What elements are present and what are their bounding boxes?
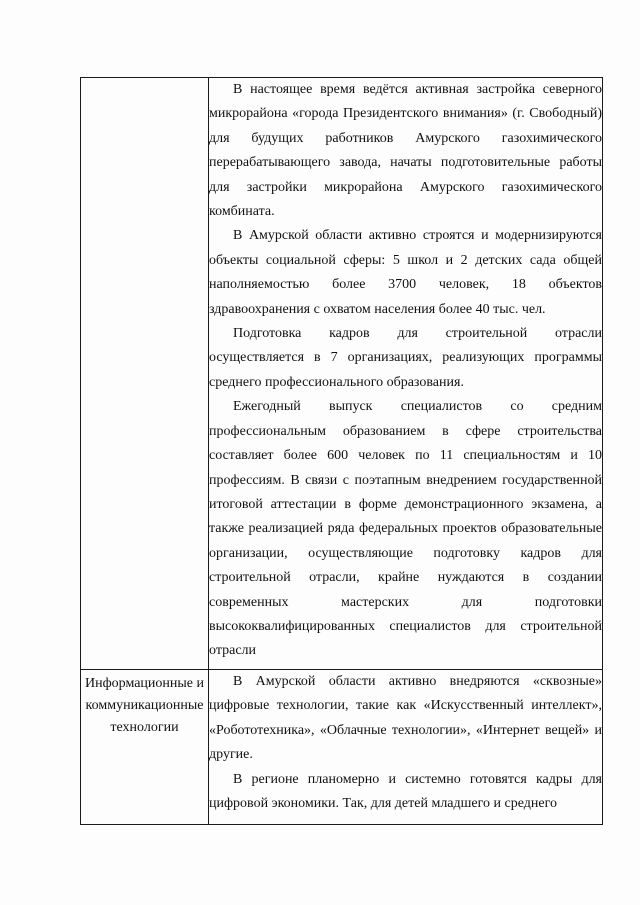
paragraph: Ежегодный выпуск специалистов со средним профессиональным образованием в сфере строительства составляет более 600 человек по 11 специальностям и 10 профессиям. В связи с поэтапным внедрением государственной итоговой аттестации в форме демонстрационного экзамена, а также реализацией ряда федеральных проектов образовательные организации, осуществляющие подготовку кадров для строительной отрасли, крайне нуждаются в создании современных мастерских для подготовки высококвалифицированных специалистов для строительной отрасли: [209, 399, 602, 659]
row-label-line: коммуникационные: [85, 698, 204, 713]
row-label-cell: [81, 670, 209, 825]
table-row: [81, 670, 603, 825]
table-row: [81, 78, 603, 670]
paragraph: В Амурской области активно внедряются «сквозные» цифровые технологии, такие как «Искусственный интеллект», «Робототехника», «Облачные технологии», «Интернет вещей» и другие.: [209, 674, 602, 763]
paragraph: Подготовка кадров для строительной отрасли осуществляется в 7 организациях, реализующих программы среднего профессионального образования.: [209, 326, 602, 390]
paragraph: В настоящее время ведётся активная застройка северного микрорайона «города Президентского внимания» (г. Свободный) для будущих работников Амурского газохимического перерабатывающего завода, начаты подготовительные работы для застройки микрорайона Амурского газохимического комбината.: [209, 82, 602, 220]
row-label-cell: [81, 78, 209, 670]
row-label-line: Информационные и: [84, 676, 205, 691]
row-content-cell: [209, 78, 603, 670]
paragraph: В регионе планомерно и системно готовятся кадры для цифровой экономики. Так, для детей младшего и среднего: [209, 771, 602, 812]
row-content-cell: [209, 670, 603, 825]
row-label: [81, 670, 208, 739]
row-label-line: технологии: [110, 720, 179, 735]
content-table: [80, 77, 603, 825]
paragraph: В Амурской области активно строятся и модернизируются объекты социальной сферы: 5 школ и 2 детских сада общей наполняемостью более 3700 человек, 18 объектов здравоохранения с охватом населения более 40 тыс. чел.: [209, 228, 602, 317]
